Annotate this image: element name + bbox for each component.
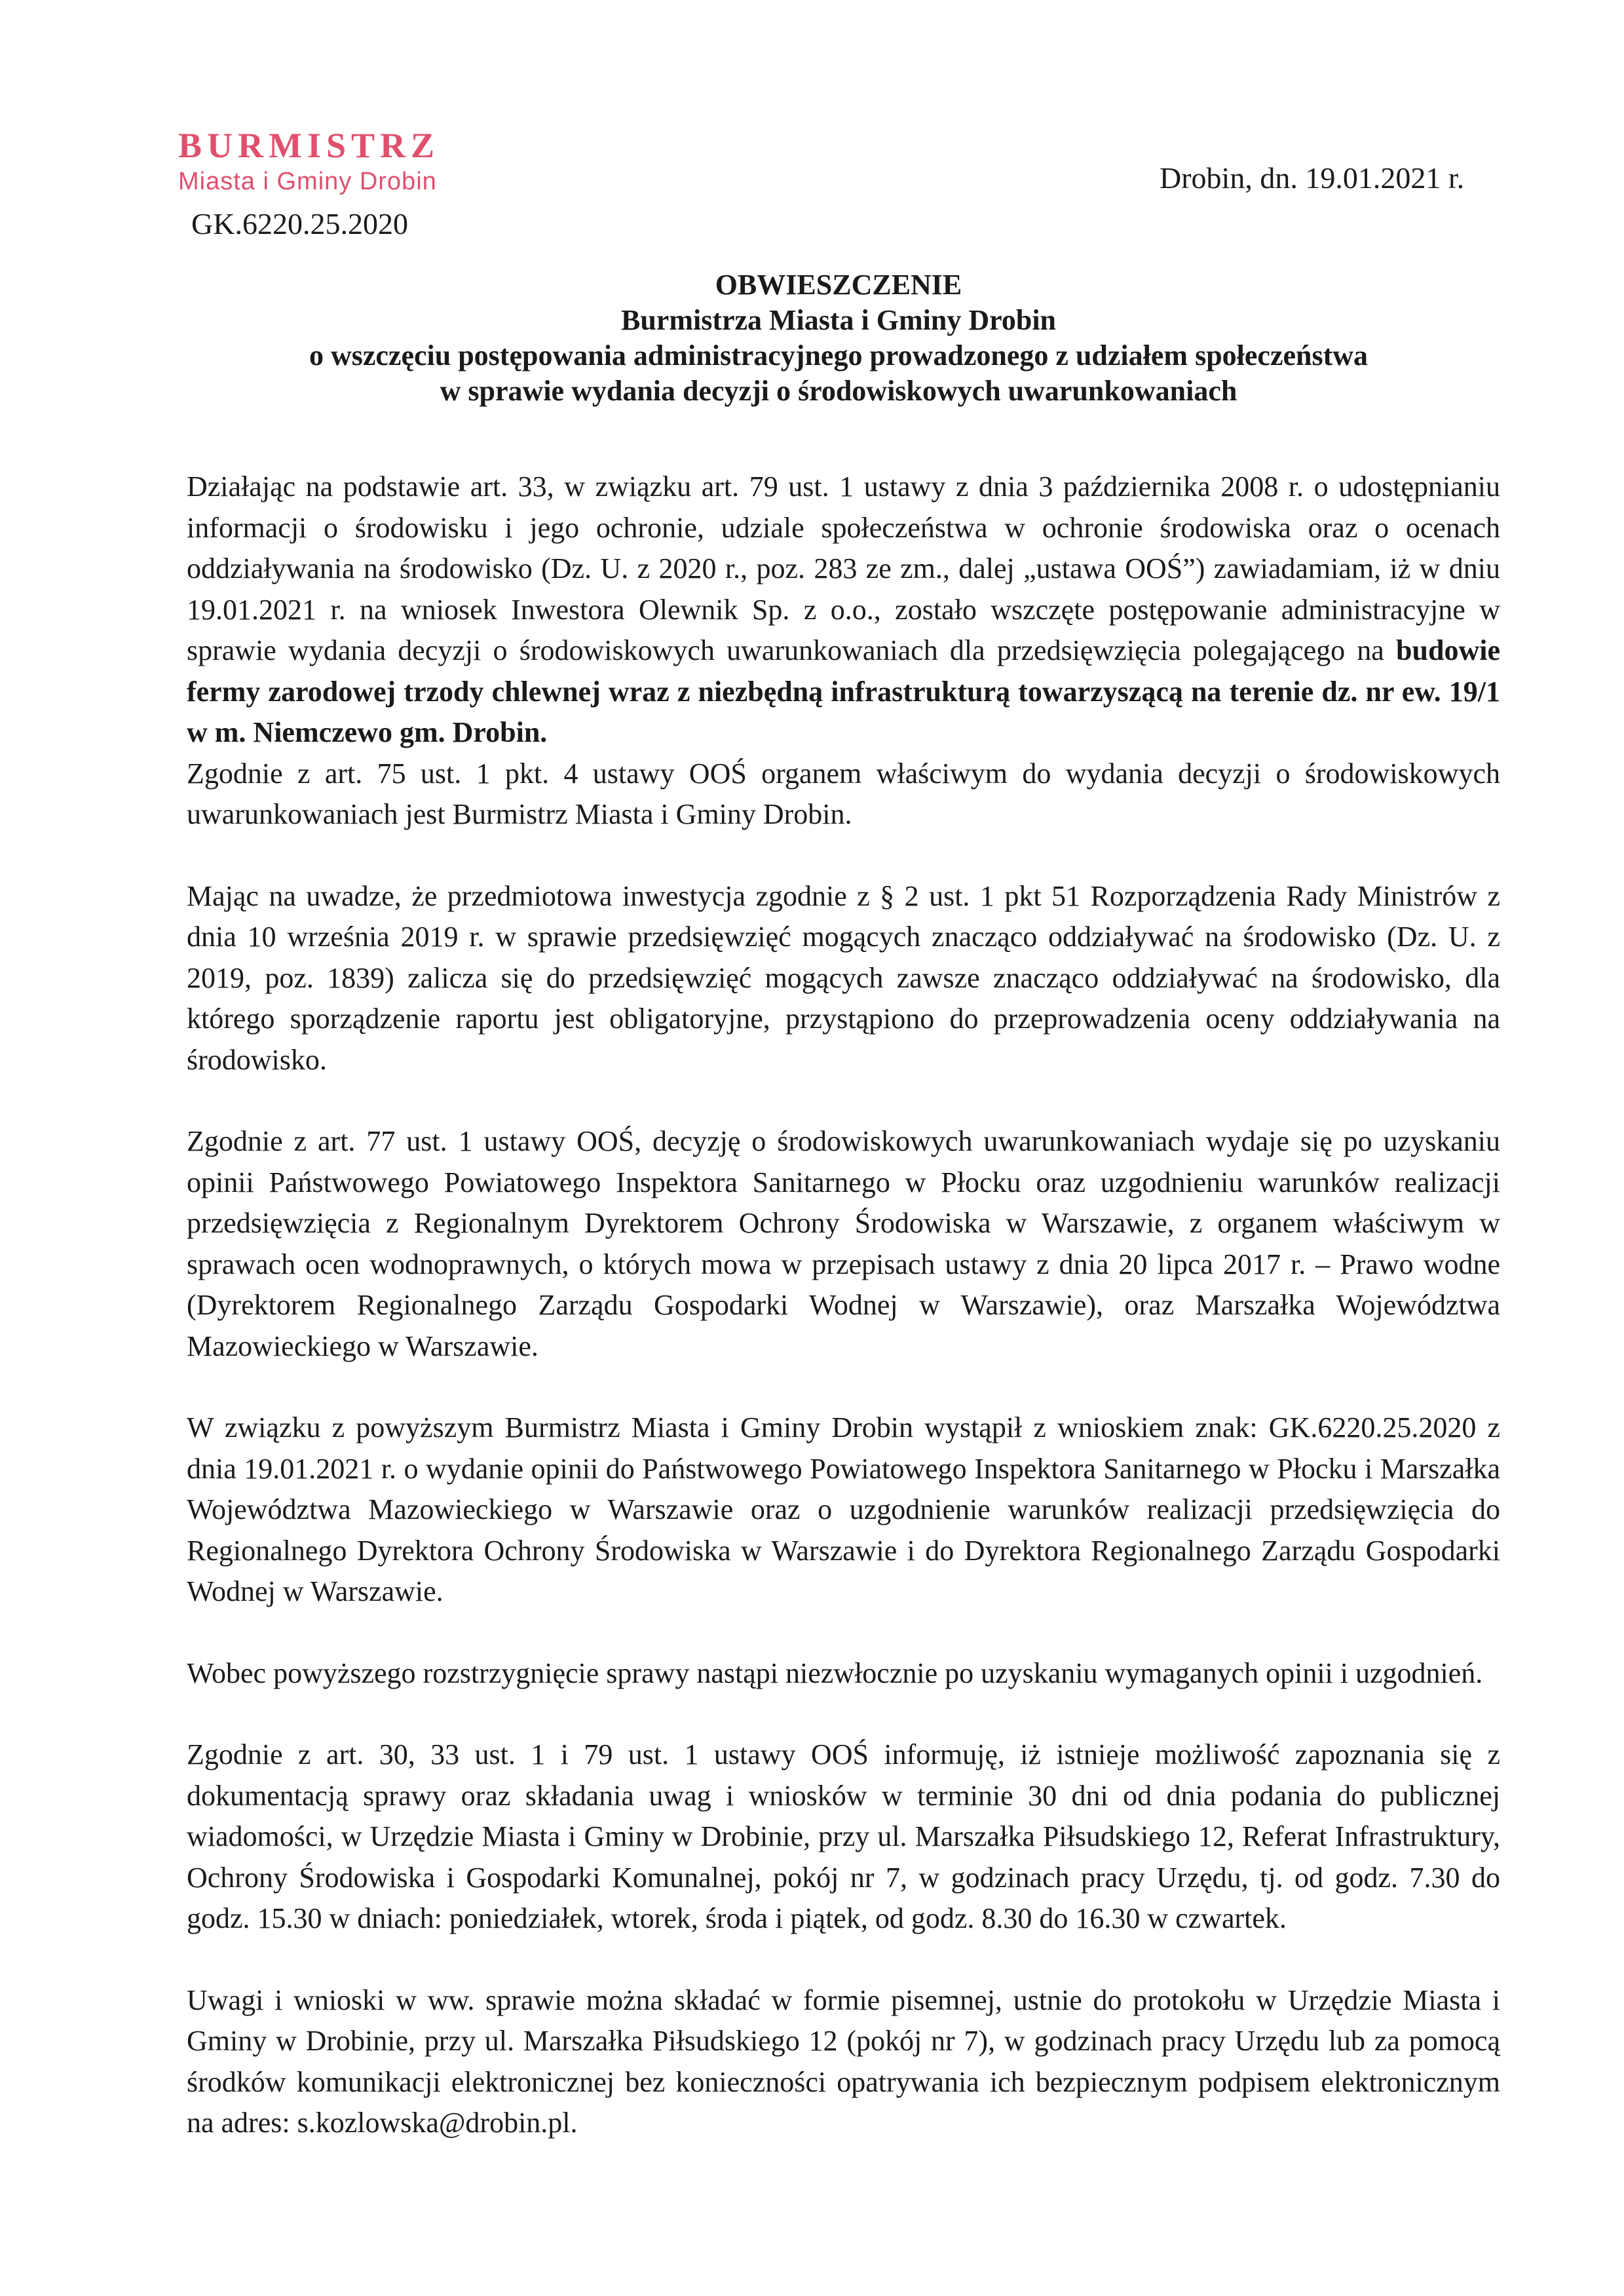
document-title xyxy=(164,267,1513,409)
paragraph-initiation xyxy=(187,467,1500,754)
contact-email-link[interactable]: s.kozlowska@drobin.pl xyxy=(297,2107,571,2139)
paragraph-comments-submission xyxy=(187,1980,1500,2144)
document-reference-number: GK.6220.25.2020 xyxy=(191,207,408,240)
title-subject-line1: o wszczęciu postępowania administracyjnego prowadzonego z udziałem społeczeństwa xyxy=(309,339,1369,372)
paragraph-requests-submitted: W związku z powyższym Burmistrz Miasta i Gminy Drobin wystąpił z wnioskiem znak: GK.6220.25.2020 z dnia 19.01.2021 r. o wydanie opinii do Państwowego Powiatowego Inspektora Sanitarnego w Płocku i Marszałka Województwa Mazowieckiego w Warszawie oraz o uzgodnienie warunków realizacji przedsięwzięcia do Regionalnego Dyrektora Ochrony Środowiska w Warszawie i do Dyrektora Regionalnego Zarządu Gospodarki Wodnej w Warszawie. xyxy=(187,1411,1500,1607)
document-body xyxy=(187,467,1500,2144)
stamp-title: BURMISTRZ xyxy=(178,126,440,165)
title-subject-line2: w sprawie wydania decyzji o środowiskowych uwarunkowaniach xyxy=(440,375,1237,407)
title-heading: OBWIESZCZENIE xyxy=(715,269,962,301)
paragraph-resolution: Wobec powyższego rozstrzygnięcie sprawy nastąpi niezwłocznie po uzyskaniu wymaganych opinii i uzgodnień. xyxy=(187,1656,1483,1689)
paragraph-opinions-required: Zgodnie z art. 77 ust. 1 ustawy OOŚ, decyzję o środowiskowych uwarunkowaniach wydaje się po uzyskaniu opinii Państwowego Powiatowego Inspektora Sanitarnego w Płocku oraz uzgodnieniu warunków realizacji przedsięwzięcia z Regionalnym Dyrektorem Ochrony Środowiska w Warszawie, z organem właściwym w sprawach ocen wodnoprawnych, o których mowa w przepisach ustawy z dnia 20 lipca 2017 r. – Prawo wodne (Dyrektorem Regionalnego Zarządu Gospodarki Wodnej w Warszawie), oraz Marszałka Województwa Mazowieckiego w Warszawie. xyxy=(187,1125,1500,1362)
paragraph-regulation: Mając na uwadze, że przedmiotowa inwestycja zgodnie z § 2 ust. 1 pkt 51 Rozporządzenia Rady Ministrów z dnia 10 września 2019 r. w sprawie przedsięwzięć mogących znacząco oddziaływać na środowisko (Dz. U. z 2019, poz. 1839) zalicza się do przedsięwzięć mogących zawsze znacząco oddziaływać na środowisko, dla którego sporządzenie raportu jest obligatoryjne, przystąpiono do przeprowadzenia oceny oddziaływania na środowisko. xyxy=(187,879,1500,1076)
place-and-date: Drobin, dn. 19.01.2021 r. xyxy=(1160,161,1465,195)
paragraph-text: Działając na podstawie art. 33, w związku art. 79 ust. 1 ustawy z dnia 3 października 2008 r. o udostępnianiu informacji o środowisku i jego ochronie, udziale społeczeństwa w ochronie środowiska oraz o ocenach oddziaływania na środowisko (Dz. U. z 2020 r., poz. 283 ze zm., dalej „ustawa OOŚ”) zawiadamiam, iż w dniu 19.01.2021 r. na wniosek Inwestora Olewnik Sp. z o.o., zostało wszczęte postępowanie administracyjne w sprawie wydania decyzji o środowiskowych uwarunkowaniach dla przedsięwzięcia polegającego na xyxy=(187,470,1500,666)
stamp-subtitle: Miasta i Gminy Drobin xyxy=(178,168,437,195)
project-description: budowie fermy zarodowej trzody chlewnej wraz z niezbędną infrastrukturą towarzyszącą na terenie dz. nr ew. 19/1 w m. Niemczewo gm. Drobin. xyxy=(187,634,1500,748)
paragraph-text: Uwagi i wnioski w ww. sprawie można składać w formie pisemnej, ustnie do protokołu w Urzędzie Miasta i Gminy w Drobinie, przy ul. Marszałka Piłsudskiego 12 (pokój nr 7), w godzinach pracy Urzędu lub za pomocą środków komunikacji elektronicznej bez konieczności opatrywania ich bezpiecznym podpisem elektronicznym na adres: xyxy=(187,1983,1500,2139)
title-issuer: Burmistrza Miasta i Gminy Drobin xyxy=(620,304,1057,336)
paragraph-competent-authority: Zgodnie z art. 75 ust. 1 pkt. 4 ustawy OOŚ organem właściwym do wydania decyzji o środowiskowych uwarunkowaniach jest Burmistrz Miasta i Gminy Drobin. xyxy=(187,757,1500,830)
paragraph-end-punctuation: . xyxy=(570,2107,578,2139)
paragraph-public-access: Zgodnie z art. 30, 33 ust. 1 i 79 ust. 1 ustawy OOŚ informuję, iż istnieje możliwość zapoznania się z dokumentacją sprawy oraz składania uwag i wniosków w terminie 30 dni od dnia podania do publicznej wiadomości, w Urzędzie Miasta i Gminy w Drobinie, przy ul. Marszałka Piłsudskiego 12, Referat Infrastruktury, Ochrony Środowiska i Gospodarki Komunalnej, pokój nr 7, w godzinach pracy Urzędu, tj. od godz. 7.30 do godz. 15.30 w dniach: poniedziałek, wtorek, środa i piątek, od godz. 8.30 do 16.30 w czwartek. xyxy=(187,1738,1500,1934)
official-stamp xyxy=(178,126,440,198)
